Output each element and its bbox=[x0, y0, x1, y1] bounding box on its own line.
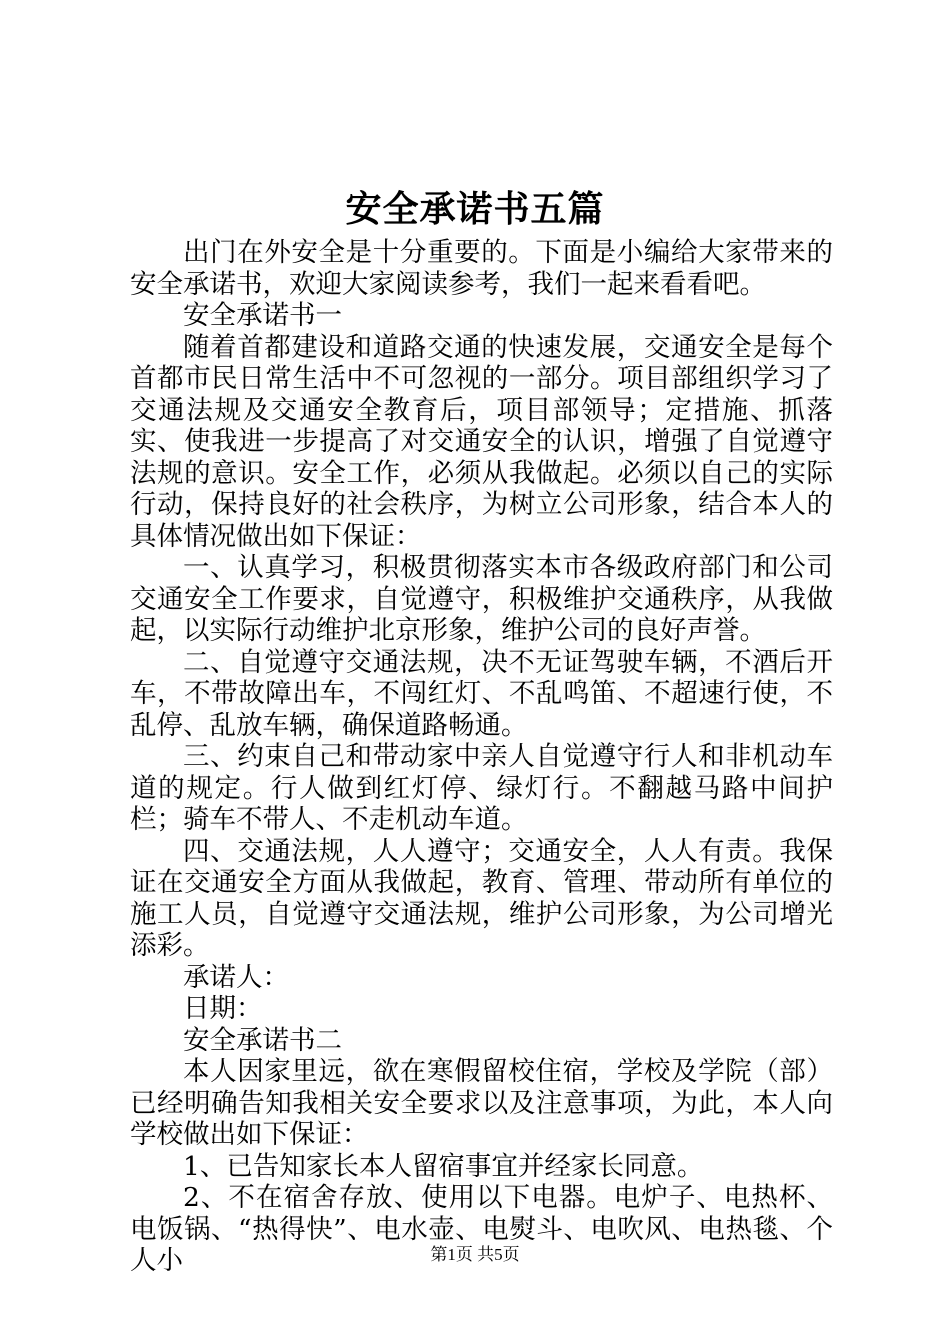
section-heading-2: 安全承诺书二 bbox=[183, 1024, 342, 1056]
pledge-item-3: 三、约束自己和带动家中亲人自觉遵守行人和非机动车道的规定。行人做到红灯停、绿灯行。不翻越马路中间护栏；骑车不带人、不走机动车道。 bbox=[130, 741, 833, 835]
body-paragraph: 随着首都建设和道路交通的快速发展，交通安全是每个首都市民日常生活中不可忽视的一部分。项目部组织学习了交通法规及交通安全教育后，项目部领导；定措施、抓落实、使我进一步提高了对交通安全的认识，增强了自觉遵守法规的意识。安全工作，必须从我做起。必须以自己的实际行动，保持良好的社会秩序，为树立公司形象，结合本人的具体情况做出如下保证： bbox=[130, 331, 833, 552]
intro-paragraph: 出门在外安全是十分重要的。下面是小编给大家带来的安全承诺书，欢迎大家阅读参考，我们一起来看看吧。 bbox=[130, 237, 833, 300]
section-heading-1: 安全承诺书一 bbox=[183, 300, 342, 331]
pledge-item-1: 一、认真学习，积极贯彻落实本市各级政府部门和公司交通安全工作要求，自觉遵守，积极维护交通秩序，从我做起，以实际行动维护北京形象，维护公司的良好声誉。 bbox=[130, 552, 833, 646]
page-footer: 第1页 共5页 bbox=[430, 1245, 520, 1264]
list-item: 1、已告知家长本人留宿事宜并经家长同意。 bbox=[183, 1150, 704, 1182]
pledge-item-2: 二、自觉遵守交通法规，决不无证驾驶车辆，不酒后开车，不带故障出车，不闯红灯、不乱鸣笛、不超速行使，不乱停、乱放车辆，确保道路畅通。 bbox=[130, 646, 833, 741]
list-item: 2、不在宿舍存放、使用以下电器。电炉子、电热杯、电饭锅、“热得快”、电水壶、电熨斗、电吹风、电热毯、个人小 bbox=[130, 1182, 833, 1276]
signatory-label: 承诺人： bbox=[183, 961, 289, 993]
document-body bbox=[130, 237, 833, 1277]
pledge-item-4: 四、交通法规，人人遵守；交通安全，人人有责。我保证在交通安全方面从我做起，教育、管理、带动所有单位的施工人员，自觉遵守交通法规，维护公司形象，为公司增光添彩。 bbox=[130, 835, 833, 961]
body-paragraph: 本人因家里远，欲在寒假留校住宿，学校及学院（部）已经明确告知我相关安全要求以及注意事项，为此，本人向学校做出如下保证： bbox=[130, 1056, 833, 1150]
document-title: 安全承诺书五篇 bbox=[345, 188, 605, 230]
date-label: 日期： bbox=[183, 993, 263, 1024]
